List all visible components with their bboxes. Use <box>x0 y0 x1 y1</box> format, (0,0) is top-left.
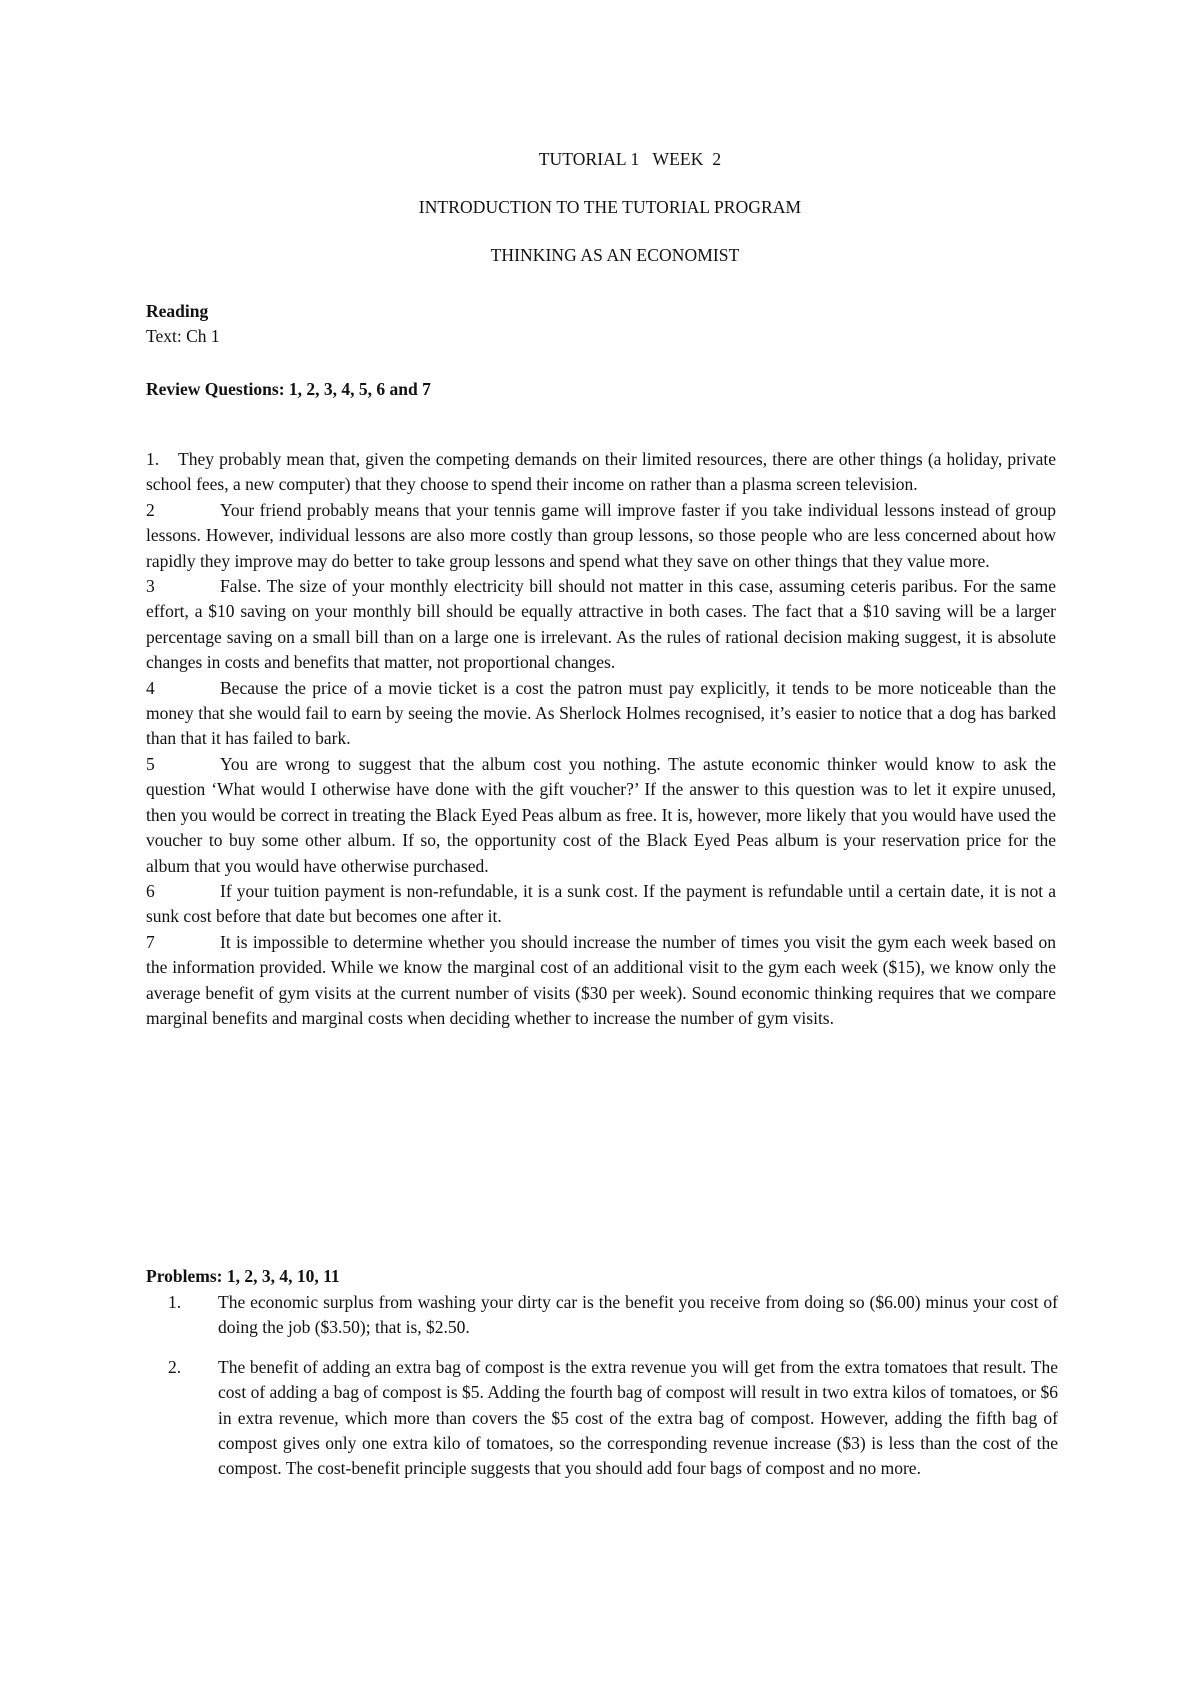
reading-text: Text: Ch 1 <box>146 326 220 347</box>
problem-item <box>168 1290 1058 1341</box>
reading-section <box>146 299 1056 350</box>
problems-list <box>168 1290 1058 1496</box>
answer-item <box>146 498 1056 574</box>
problem-text: The benefit of adding an extra bag of compost is the extra revenue you will get from the extra tomatoes that result. The cost of adding a bag of compost is $5. Adding the fourth bag of compost will result in two extra kilos of tomatoes, or $6 in extra revenue, which more than covers the $5 cost of the extra bag of compost. However, adding the fifth bag of compost gives only one extra kilo of tomatoes, so the corresponding revenue increase ($3) is less than the cost of the compost. The cost-benefit principle suggests that you should add four bags of compost and no more. <box>218 1356 1058 1479</box>
answer-number: 7 <box>146 931 155 952</box>
answer-number: 3 <box>146 576 155 597</box>
problem-text: The economic surplus from washing your dirty car is the benefit you receive from doing so ($6.00) minus your cost of doing the job ($3.50); that is, $2.50. <box>218 1292 1058 1338</box>
answer-text: It is impossible to determine whether you should increase the number of times you visit the gym each week based on the information provided. While we know the marginal cost of an additional visit to the gym each week ($15), we know only the average benefit of gym visits at the current number of visits ($30 per week). Sound economic thinking requires that we compare marginal benefits and marginal costs when deciding whether to increase the number of gym visits. <box>146 931 1056 1028</box>
answer-item <box>146 752 1056 879</box>
answer-text: Your friend probably means that your tennis game will improve faster if you take individual lessons instead of group lessons. However, individual lessons are also more costly than group lessons, so those people who are less concerned about how rapidly they improve may do better to take group lessons and spend what they save on other things that they value more. <box>146 499 1056 571</box>
answer-text: False. The size of your monthly electricity bill should not matter in this case, assuming ceteris paribus. For the same effort, a $10 saving on your monthly bill should be equally attractive in both cases. The fact that a $10 saving will be a larger percentage saving on a small bill than on a large one is irrelevant. As the rules of rational decision making suggest, it is absolute changes in costs and benefits that matter, not proportional changes. <box>146 576 1056 673</box>
topic-title: THINKING AS AN ECONOMIST <box>490 245 740 265</box>
answer-number: 1. <box>146 449 160 469</box>
answer-number: 5 <box>146 753 155 774</box>
tutorial-title: TUTORIAL 1 WEEK 2 <box>538 149 722 169</box>
answer-text: If your tuition payment is non-refundable, it is a sunk cost. If the payment is refundable until a certain date, it is not a sunk cost before that date but becomes one after it. <box>146 880 1056 927</box>
answer-number: 4 <box>146 677 155 698</box>
answer-item <box>146 447 1056 498</box>
review-questions-heading: Review Questions: 1, 2, 3, 4, 5, 6 and 7 <box>146 379 431 399</box>
review-answers <box>146 447 1056 1031</box>
title-block <box>0 147 1200 291</box>
reading-heading: Reading <box>146 301 209 321</box>
answer-text: They probably mean that, given the competing demands on their limited resources, there are other things (a holiday, private school fees, a new computer) that they choose to spend their income on rather than a plasma screen television. <box>146 449 1056 495</box>
program-title: INTRODUCTION TO THE TUTORIAL PROGRAM <box>418 197 802 217</box>
problems-heading: Problems: 1, 2, 3, 4, 10, 11 <box>146 1266 340 1286</box>
answer-item <box>146 574 1056 676</box>
answer-item <box>146 676 1056 752</box>
problem-number: 1. <box>168 1292 182 1312</box>
problem-number: 2. <box>168 1356 182 1377</box>
answer-item <box>146 879 1056 930</box>
problem-item <box>168 1355 1058 1482</box>
answer-text: Because the price of a movie ticket is a cost the patron must pay explicitly, it tends to be more noticeable than the money that she would fail to earn by seeing the movie. As Sherlock Holmes recognised, it’s easier to notice that a dog has barked than that it has failed to bark. <box>146 677 1056 749</box>
answer-number: 2 <box>146 499 155 520</box>
answer-item <box>146 930 1056 1032</box>
answer-number: 6 <box>146 880 155 901</box>
answer-text: You are wrong to suggest that the album cost you nothing. The astute economic thinker would know to ask the question ‘What would I otherwise have done with the gift voucher?’ If the answer to this question was to let it expire unused, then you would be correct in treating the Black Eyed Peas album as free. It is, however, more likely that you would have used the voucher to buy some other album. If so, the opportunity cost of the Black Eyed Peas album is your reservation price for the album that you would have otherwise purchased. <box>146 753 1056 876</box>
